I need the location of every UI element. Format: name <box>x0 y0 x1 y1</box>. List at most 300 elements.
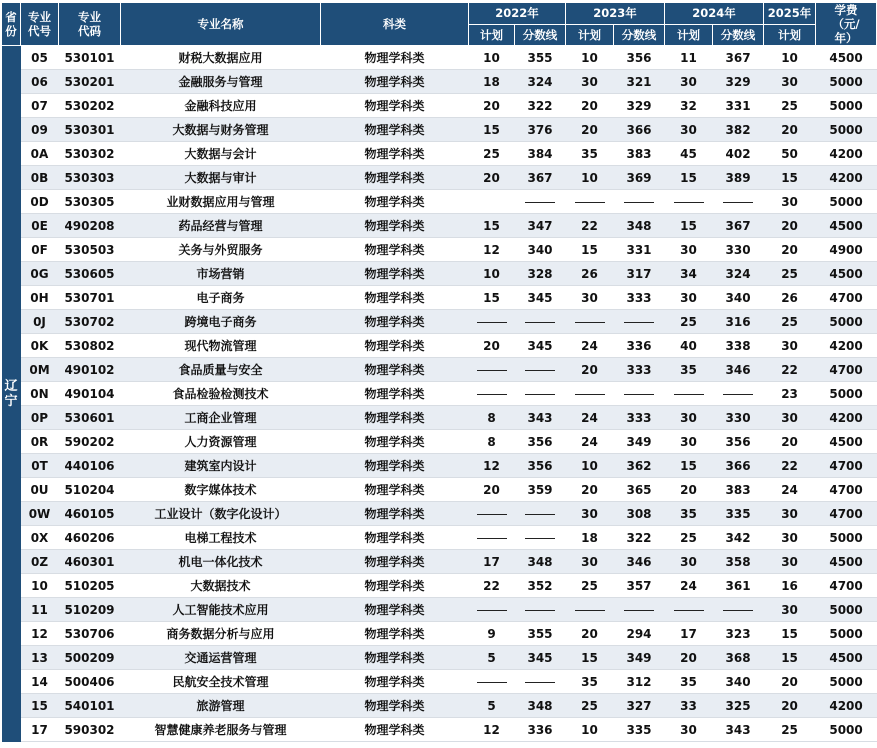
plan-2025-cell: 15 <box>764 646 816 670</box>
score-2023-cell: 308 <box>614 502 665 526</box>
plan-2024-cell: 40 <box>665 334 713 358</box>
major-id-cell: 530802 <box>59 334 121 358</box>
major-name-cell: 财税大数据应用 <box>121 46 321 70</box>
major-id-cell: 530301 <box>59 118 121 142</box>
plan-2023-cell <box>566 598 614 622</box>
tuition-cell: 4500 <box>816 214 877 238</box>
score-2022-cell <box>515 310 566 334</box>
score-2022-cell: 324 <box>515 70 566 94</box>
plan-2022-cell: 15 <box>469 286 515 310</box>
plan-2024-cell: 20 <box>665 478 713 502</box>
tuition-cell: 4500 <box>816 430 877 454</box>
score-2023-cell: 321 <box>614 70 665 94</box>
score-2022-cell: 322 <box>515 94 566 118</box>
major-id-cell: 530305 <box>59 190 121 214</box>
score-2023-cell: 335 <box>614 718 665 742</box>
score-2023-cell: 333 <box>614 286 665 310</box>
major-code-cell: 0B <box>21 166 59 190</box>
plan-2023-cell: 24 <box>566 334 614 358</box>
plan-2023-cell: 30 <box>566 70 614 94</box>
plan-2024-cell: 20 <box>665 646 713 670</box>
score-2024-cell: 340 <box>713 286 764 310</box>
score-2023-cell: 366 <box>614 118 665 142</box>
major-name-cell: 金融服务与管理 <box>121 70 321 94</box>
major-id-cell: 460206 <box>59 526 121 550</box>
score-2024-cell: 356 <box>713 430 764 454</box>
plan-2022-cell: 17 <box>469 550 515 574</box>
score-2023-cell: 365 <box>614 478 665 502</box>
score-2024-cell: 358 <box>713 550 764 574</box>
category-cell: 物理学科类 <box>321 94 469 118</box>
score-2024-cell: 389 <box>713 166 764 190</box>
major-name-cell: 现代物流管理 <box>121 334 321 358</box>
major-id-cell: 530601 <box>59 406 121 430</box>
major-name-cell: 旅游管理 <box>121 694 321 718</box>
plan-2022-cell: 9 <box>469 622 515 646</box>
plan-2024-cell: 15 <box>665 214 713 238</box>
plan-2023-cell: 18 <box>566 526 614 550</box>
category-cell: 物理学科类 <box>321 478 469 502</box>
score-2023-cell <box>614 598 665 622</box>
table-row <box>2 622 877 646</box>
plan-2025-cell: 15 <box>764 622 816 646</box>
dash-placeholder <box>477 682 507 683</box>
score-2022-cell: 348 <box>515 694 566 718</box>
plan-2023-cell: 10 <box>566 454 614 478</box>
dash-placeholder <box>525 514 555 515</box>
table-row <box>2 70 877 94</box>
score-2022-cell: 376 <box>515 118 566 142</box>
major-id-cell: 540101 <box>59 694 121 718</box>
plan-2023-cell: 25 <box>566 574 614 598</box>
tuition-cell: 5000 <box>816 382 877 406</box>
category-cell: 物理学科类 <box>321 622 469 646</box>
major-name-cell: 民航安全技术管理 <box>121 670 321 694</box>
plan-2023-cell: 25 <box>566 694 614 718</box>
table-row <box>2 118 877 142</box>
table-row <box>2 358 877 382</box>
dash-placeholder <box>477 514 507 515</box>
plan-2022-cell <box>469 502 515 526</box>
category-cell: 物理学科类 <box>321 46 469 70</box>
score-2023-cell: 317 <box>614 262 665 286</box>
plan-2023-cell: 15 <box>566 646 614 670</box>
dash-placeholder <box>674 202 704 203</box>
category-cell: 物理学科类 <box>321 166 469 190</box>
major-name-cell: 跨境电子商务 <box>121 310 321 334</box>
category-cell: 物理学科类 <box>321 142 469 166</box>
dash-placeholder <box>624 394 654 395</box>
category-cell: 物理学科类 <box>321 238 469 262</box>
plan-2024-cell: 11 <box>665 46 713 70</box>
tuition-cell: 4500 <box>816 46 877 70</box>
score-2022-cell: 340 <box>515 238 566 262</box>
plan-2023-cell: 30 <box>566 550 614 574</box>
major-id-cell: 500406 <box>59 670 121 694</box>
table-row <box>2 454 877 478</box>
major-id-cell: 530302 <box>59 142 121 166</box>
tuition-cell: 5000 <box>816 310 877 334</box>
score-2022-cell <box>515 382 566 406</box>
header-score-2022: 分数线 <box>515 24 566 46</box>
plan-2022-cell <box>469 358 515 382</box>
score-2024-cell: 329 <box>713 70 764 94</box>
header-year-2023: 2023年 <box>566 3 665 25</box>
plan-2023-cell: 20 <box>566 478 614 502</box>
plan-2023-cell: 30 <box>566 286 614 310</box>
major-code-cell: 07 <box>21 94 59 118</box>
plan-2022-cell: 22 <box>469 574 515 598</box>
score-2022-cell: 328 <box>515 262 566 286</box>
major-name-cell: 电梯工程技术 <box>121 526 321 550</box>
major-code-cell: 0U <box>21 478 59 502</box>
score-2023-cell <box>614 382 665 406</box>
table-row <box>2 214 877 238</box>
plan-2024-cell: 30 <box>665 550 713 574</box>
plan-2022-cell <box>469 526 515 550</box>
dash-placeholder <box>575 394 605 395</box>
score-2022-cell: 348 <box>515 550 566 574</box>
major-id-cell: 510209 <box>59 598 121 622</box>
category-cell: 物理学科类 <box>321 262 469 286</box>
plan-2023-cell: 10 <box>566 718 614 742</box>
tuition-cell: 4500 <box>816 550 877 574</box>
tuition-cell: 5000 <box>816 190 877 214</box>
score-2024-cell: 338 <box>713 334 764 358</box>
tuition-cell: 4700 <box>816 574 877 598</box>
table-row <box>2 694 877 718</box>
plan-2025-cell: 15 <box>764 166 816 190</box>
tuition-cell: 5000 <box>816 718 877 742</box>
major-name-cell: 工业设计（数字化设计） <box>121 502 321 526</box>
score-2023-cell: 331 <box>614 238 665 262</box>
category-cell: 物理学科类 <box>321 550 469 574</box>
header-plan-2023: 计划 <box>566 24 614 46</box>
table-row <box>2 430 877 454</box>
score-2022-cell: 345 <box>515 334 566 358</box>
tuition-cell: 5000 <box>816 598 877 622</box>
score-2023-cell <box>614 190 665 214</box>
plan-2022-cell: 15 <box>469 214 515 238</box>
plan-2025-cell: 23 <box>764 382 816 406</box>
major-name-cell: 智慧健康养老服务与管理 <box>121 718 321 742</box>
plan-2022-cell <box>469 190 515 214</box>
plan-2025-cell: 24 <box>764 478 816 502</box>
plan-2025-cell: 20 <box>764 670 816 694</box>
plan-2024-cell: 30 <box>665 430 713 454</box>
major-code-cell: 0R <box>21 430 59 454</box>
category-cell: 物理学科类 <box>321 526 469 550</box>
major-name-cell: 药品经营与管理 <box>121 214 321 238</box>
score-2023-cell: 336 <box>614 334 665 358</box>
category-cell: 物理学科类 <box>321 646 469 670</box>
plan-2025-cell: 25 <box>764 262 816 286</box>
plan-2023-cell: 15 <box>566 238 614 262</box>
score-2022-cell: 345 <box>515 286 566 310</box>
dash-placeholder <box>525 322 555 323</box>
category-cell: 物理学科类 <box>321 118 469 142</box>
tuition-cell: 4700 <box>816 478 877 502</box>
plan-2022-cell: 8 <box>469 406 515 430</box>
major-id-cell: 510204 <box>59 478 121 502</box>
score-2023-cell: 333 <box>614 406 665 430</box>
plan-2023-cell: 24 <box>566 406 614 430</box>
dash-placeholder <box>575 202 605 203</box>
category-cell: 物理学科类 <box>321 70 469 94</box>
header-year-2024: 2024年 <box>665 3 764 25</box>
plan-2022-cell <box>469 310 515 334</box>
score-2024-cell: 340 <box>713 670 764 694</box>
category-cell: 物理学科类 <box>321 190 469 214</box>
tuition-cell: 4200 <box>816 142 877 166</box>
dash-placeholder <box>723 202 753 203</box>
header-year-2025: 2025年 <box>764 3 816 25</box>
major-name-cell: 关务与外贸服务 <box>121 238 321 262</box>
plan-2023-cell: 26 <box>566 262 614 286</box>
major-code-cell: 12 <box>21 622 59 646</box>
table-row <box>2 190 877 214</box>
major-code-cell: 0Z <box>21 550 59 574</box>
major-code-cell: 15 <box>21 694 59 718</box>
score-2024-cell: 383 <box>713 478 764 502</box>
plan-2024-cell: 30 <box>665 118 713 142</box>
table-row <box>2 718 877 742</box>
plan-2025-cell: 20 <box>764 118 816 142</box>
plan-2024-cell: 33 <box>665 694 713 718</box>
plan-2023-cell: 20 <box>566 622 614 646</box>
tuition-cell: 5000 <box>816 70 877 94</box>
major-code-cell: 0X <box>21 526 59 550</box>
plan-2025-cell: 30 <box>764 598 816 622</box>
score-2022-cell: 345 <box>515 646 566 670</box>
tuition-cell: 4900 <box>816 238 877 262</box>
major-name-cell: 电子商务 <box>121 286 321 310</box>
major-code-cell: 0G <box>21 262 59 286</box>
score-2023-cell: 333 <box>614 358 665 382</box>
dash-placeholder <box>575 322 605 323</box>
plan-2025-cell: 26 <box>764 286 816 310</box>
plan-2025-cell: 30 <box>764 70 816 94</box>
dash-placeholder <box>674 394 704 395</box>
major-code-cell: 0F <box>21 238 59 262</box>
score-2024-cell: 323 <box>713 622 764 646</box>
plan-2025-cell: 30 <box>764 526 816 550</box>
plan-2023-cell: 35 <box>566 670 614 694</box>
score-2022-cell: 355 <box>515 46 566 70</box>
plan-2024-cell: 25 <box>665 310 713 334</box>
major-code-cell: 0P <box>21 406 59 430</box>
category-cell: 物理学科类 <box>321 382 469 406</box>
score-2023-cell: 369 <box>614 166 665 190</box>
score-2024-cell: 382 <box>713 118 764 142</box>
tuition-cell: 5000 <box>816 670 877 694</box>
table-row <box>2 310 877 334</box>
plan-2022-cell: 20 <box>469 334 515 358</box>
score-2023-cell: 294 <box>614 622 665 646</box>
major-id-cell: 530503 <box>59 238 121 262</box>
plan-2024-cell <box>665 382 713 406</box>
score-2022-cell: 336 <box>515 718 566 742</box>
score-2023-cell: 346 <box>614 550 665 574</box>
score-2024-cell: 331 <box>713 94 764 118</box>
table-row <box>2 598 877 622</box>
plan-2024-cell: 17 <box>665 622 713 646</box>
plan-2024-cell: 30 <box>665 406 713 430</box>
score-2023-cell: 327 <box>614 694 665 718</box>
score-2022-cell <box>515 670 566 694</box>
major-id-cell: 530706 <box>59 622 121 646</box>
category-cell: 物理学科类 <box>321 502 469 526</box>
tuition-cell: 4700 <box>816 454 877 478</box>
plan-2025-cell: 30 <box>764 502 816 526</box>
score-2024-cell: 324 <box>713 262 764 286</box>
score-2024-cell: 368 <box>713 646 764 670</box>
plan-2023-cell <box>566 382 614 406</box>
category-cell: 物理学科类 <box>321 670 469 694</box>
category-cell: 物理学科类 <box>321 310 469 334</box>
score-2024-cell: 366 <box>713 454 764 478</box>
plan-2025-cell: 10 <box>764 46 816 70</box>
plan-2023-cell: 30 <box>566 502 614 526</box>
header-year-2022: 2022年 <box>469 3 566 25</box>
score-2023-cell: 349 <box>614 430 665 454</box>
major-code-cell: 17 <box>21 718 59 742</box>
tuition-cell: 5000 <box>816 526 877 550</box>
plan-2024-cell: 24 <box>665 574 713 598</box>
plan-2022-cell: 20 <box>469 94 515 118</box>
major-id-cell: 530701 <box>59 286 121 310</box>
tuition-cell: 4700 <box>816 502 877 526</box>
major-id-cell: 530201 <box>59 70 121 94</box>
plan-2024-cell: 45 <box>665 142 713 166</box>
plan-2023-cell: 35 <box>566 142 614 166</box>
table-row <box>2 262 877 286</box>
category-cell: 物理学科类 <box>321 718 469 742</box>
score-2022-cell <box>515 358 566 382</box>
plan-2025-cell: 22 <box>764 358 816 382</box>
dash-placeholder <box>477 610 507 611</box>
major-code-cell: 0H <box>21 286 59 310</box>
score-2023-cell <box>614 310 665 334</box>
plan-2024-cell: 34 <box>665 262 713 286</box>
major-id-cell: 530605 <box>59 262 121 286</box>
score-2023-cell: 362 <box>614 454 665 478</box>
score-2022-cell: 347 <box>515 214 566 238</box>
major-name-cell: 食品检验检测技术 <box>121 382 321 406</box>
category-cell: 物理学科类 <box>321 454 469 478</box>
plan-2024-cell: 15 <box>665 454 713 478</box>
score-2023-cell: 357 <box>614 574 665 598</box>
header-plan-2022: 计划 <box>469 24 515 46</box>
category-cell: 物理学科类 <box>321 358 469 382</box>
score-2023-cell: 329 <box>614 94 665 118</box>
plan-2025-cell: 50 <box>764 142 816 166</box>
score-2024-cell <box>713 598 764 622</box>
plan-2023-cell: 20 <box>566 118 614 142</box>
tuition-cell: 5000 <box>816 94 877 118</box>
plan-2022-cell: 15 <box>469 118 515 142</box>
plan-2025-cell: 20 <box>764 238 816 262</box>
plan-2024-cell: 35 <box>665 358 713 382</box>
table-row <box>2 646 877 670</box>
plan-2022-cell: 12 <box>469 238 515 262</box>
major-name-cell: 市场营销 <box>121 262 321 286</box>
score-2023-cell: 322 <box>614 526 665 550</box>
major-name-cell: 人力资源管理 <box>121 430 321 454</box>
major-name-cell: 大数据技术 <box>121 574 321 598</box>
major-name-cell: 业财数据应用与管理 <box>121 190 321 214</box>
major-name-cell: 大数据与会计 <box>121 142 321 166</box>
table-row <box>2 286 877 310</box>
major-name-cell: 数字媒体技术 <box>121 478 321 502</box>
table-row <box>2 166 877 190</box>
header-score-2024: 分数线 <box>713 24 764 46</box>
plan-2022-cell <box>469 670 515 694</box>
score-2022-cell: 367 <box>515 166 566 190</box>
tuition-cell: 5000 <box>816 622 877 646</box>
major-name-cell: 交通运营管理 <box>121 646 321 670</box>
score-2023-cell: 356 <box>614 46 665 70</box>
score-2024-cell: 330 <box>713 406 764 430</box>
major-code-cell: 0T <box>21 454 59 478</box>
plan-2024-cell: 30 <box>665 286 713 310</box>
table-row <box>2 670 877 694</box>
score-2024-cell: 367 <box>713 46 764 70</box>
plan-2023-cell: 10 <box>566 46 614 70</box>
plan-2022-cell: 5 <box>469 646 515 670</box>
table-row <box>2 526 877 550</box>
plan-2022-cell: 10 <box>469 262 515 286</box>
category-cell: 物理学科类 <box>321 286 469 310</box>
plan-2024-cell: 30 <box>665 718 713 742</box>
tuition-cell: 4500 <box>816 262 877 286</box>
header-province: 省份 <box>2 3 21 46</box>
major-id-cell: 490102 <box>59 358 121 382</box>
tuition-cell: 4700 <box>816 286 877 310</box>
major-name-cell: 商务数据分析与应用 <box>121 622 321 646</box>
score-2023-cell: 312 <box>614 670 665 694</box>
major-id-cell: 530702 <box>59 310 121 334</box>
dash-placeholder <box>624 610 654 611</box>
score-2024-cell: 346 <box>713 358 764 382</box>
major-id-cell: 440106 <box>59 454 121 478</box>
plan-2022-cell: 20 <box>469 478 515 502</box>
score-2022-cell: 356 <box>515 454 566 478</box>
score-2023-cell: 383 <box>614 142 665 166</box>
major-id-cell: 460301 <box>59 550 121 574</box>
major-name-cell: 人工智能技术应用 <box>121 598 321 622</box>
score-2024-cell: 343 <box>713 718 764 742</box>
major-id-cell: 530202 <box>59 94 121 118</box>
tuition-cell: 4700 <box>816 358 877 382</box>
major-code-cell: 11 <box>21 598 59 622</box>
plan-2023-cell: 20 <box>566 358 614 382</box>
plan-2023-cell: 20 <box>566 94 614 118</box>
plan-2025-cell: 25 <box>764 310 816 334</box>
plan-2024-cell: 32 <box>665 94 713 118</box>
plan-2023-cell: 24 <box>566 430 614 454</box>
table-row <box>2 238 877 262</box>
tuition-cell: 4200 <box>816 406 877 430</box>
score-2024-cell: 316 <box>713 310 764 334</box>
score-2022-cell: 356 <box>515 430 566 454</box>
major-code-cell: 0M <box>21 358 59 382</box>
table-row <box>2 550 877 574</box>
plan-2025-cell: 20 <box>764 214 816 238</box>
dash-placeholder <box>723 610 753 611</box>
table-row <box>2 94 877 118</box>
header-score-2023: 分数线 <box>614 24 665 46</box>
